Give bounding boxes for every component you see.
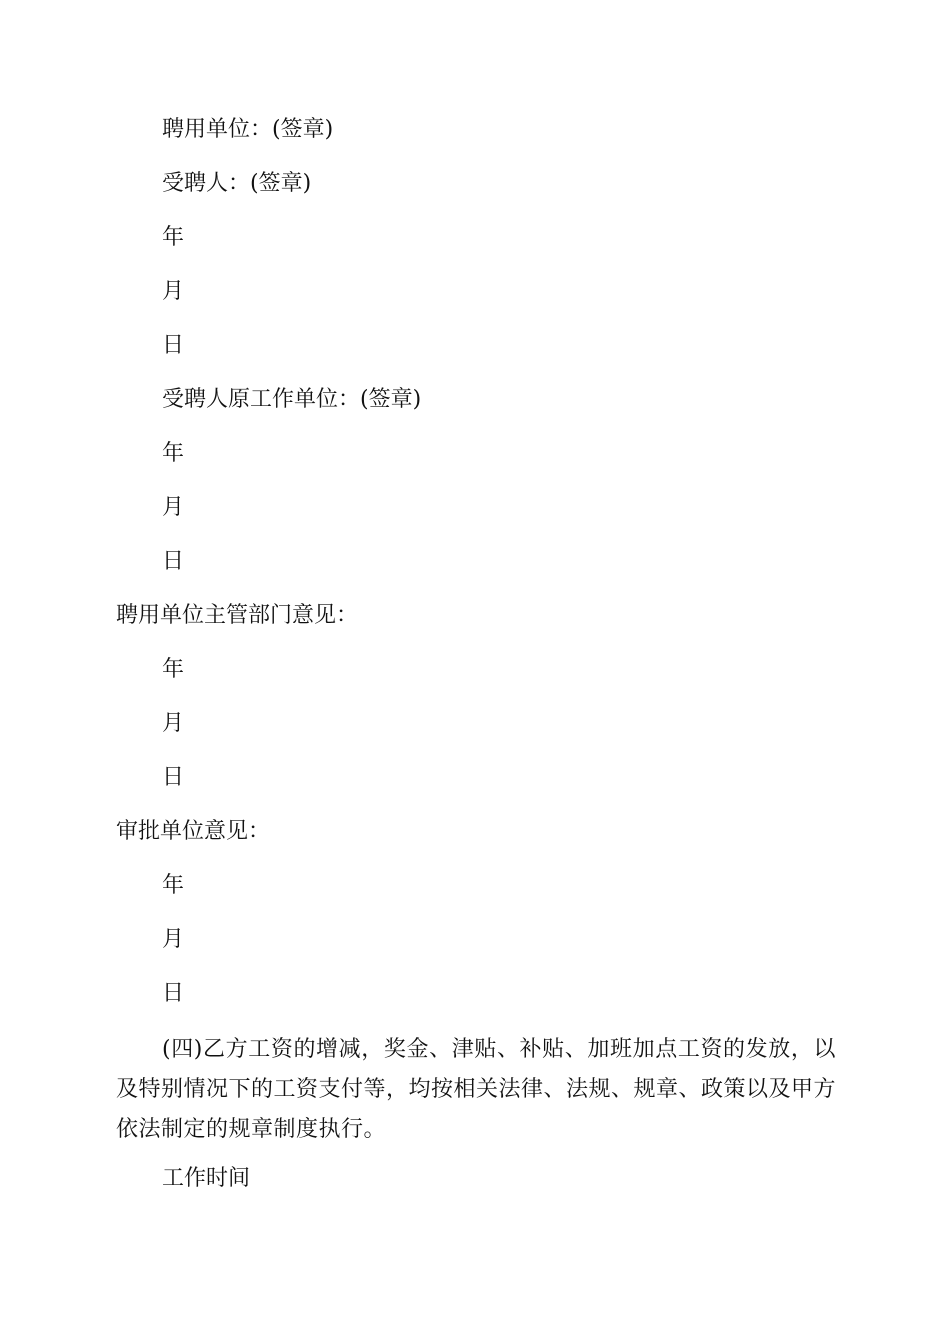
- approval-opinion-heading: 审批单位意见：: [116, 819, 271, 844]
- wage-clause-paragraph: (四)乙方工资的增减，奖金、津贴、补贴、加班加点工资的发放，以及特别情况下的工资支付等，均按相关法律、法规、规章、政策以及甲方依法制定的规章制度执行。: [116, 1037, 837, 1142]
- date-month-label: 月: [162, 927, 185, 952]
- section-heading-work-hours: 工作时间: [162, 1166, 251, 1191]
- date-year-label: 年: [162, 441, 185, 466]
- date-day-label: 日: [162, 549, 185, 574]
- date-month-label: 月: [162, 711, 185, 736]
- date-day-label: 日: [162, 333, 185, 358]
- employee-signature-line: 受聘人：(签章): [162, 171, 312, 196]
- date-month-label: 月: [162, 279, 185, 304]
- former-employer-signature-line: 受聘人原工作单位：(签章): [162, 387, 422, 412]
- supervisor-opinion-heading: 聘用单位主管部门意见：: [116, 603, 359, 628]
- employer-signature-line: 聘用单位：(签章): [162, 117, 334, 142]
- date-day-label: 日: [162, 765, 185, 790]
- date-day-label: 日: [162, 981, 185, 1006]
- date-month-label: 月: [162, 495, 185, 520]
- date-year-label: 年: [162, 225, 185, 250]
- date-year-label: 年: [162, 873, 185, 898]
- date-year-label: 年: [162, 657, 185, 682]
